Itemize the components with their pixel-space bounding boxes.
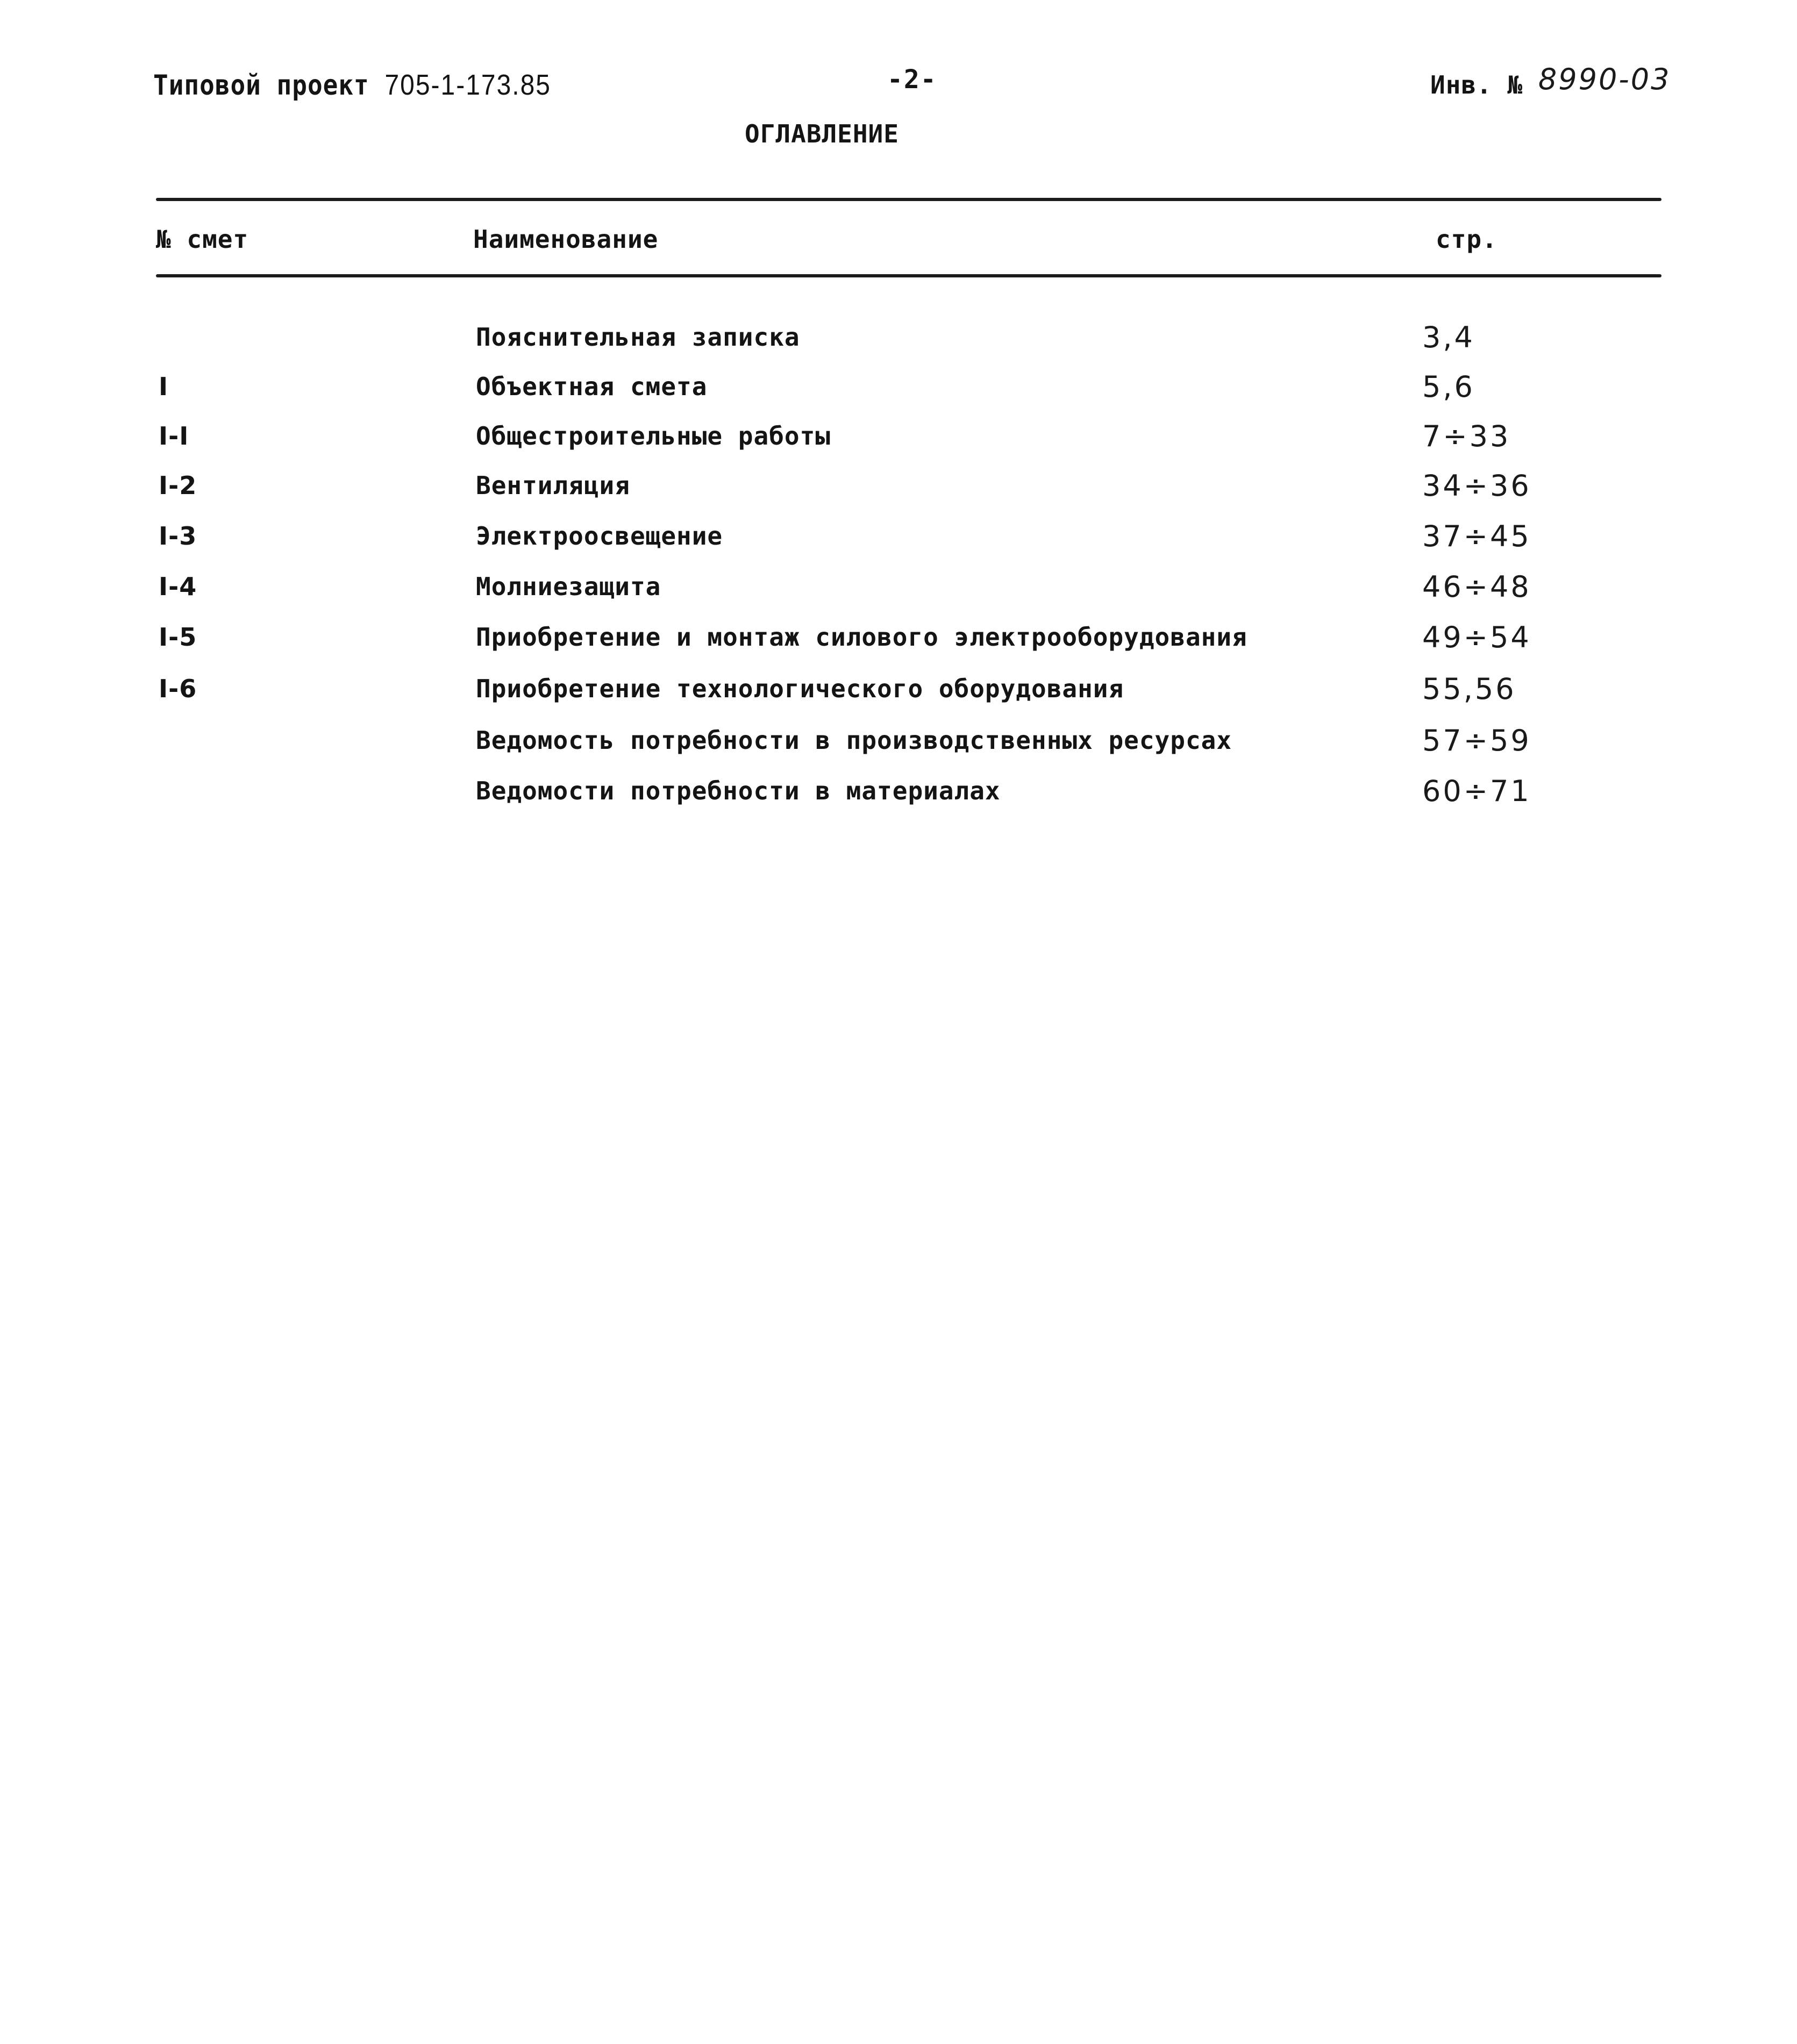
- table-row: [0, 674, 1797, 717]
- row-page: 60÷71: [1422, 774, 1531, 808]
- project-label: Типовой проект: [153, 69, 369, 102]
- row-page: 46÷48: [1422, 570, 1531, 604]
- row-page: 49÷54: [1422, 620, 1531, 654]
- row-name: Приобретение и монтаж силового электрооборудования: [476, 623, 1247, 652]
- column-header-page: стр.: [1436, 225, 1498, 254]
- table-header-rule: [156, 274, 1661, 277]
- table-row: [0, 776, 1797, 819]
- row-number: I-I: [159, 421, 189, 451]
- row-number: I-2: [159, 471, 197, 500]
- row-name: Ведомости потребности в материалах: [476, 776, 1001, 805]
- page-title: ОГЛАВЛЕНИЕ: [745, 119, 899, 148]
- page-number: -2-: [887, 65, 937, 95]
- table-row: [0, 521, 1797, 564]
- table-row: [0, 620, 1797, 666]
- column-header-name: Наименование: [473, 225, 659, 254]
- row-name: Пояснительная записка: [476, 323, 800, 352]
- row-name: Ведомость потребности в производственных ресурсах: [476, 726, 1232, 755]
- row-name: Общестроительные работы: [476, 421, 831, 451]
- row-name: Приобретение технологического оборудования: [476, 674, 1124, 703]
- table-row: [0, 421, 1797, 464]
- table-row: [0, 372, 1797, 415]
- row-page: 7÷33: [1422, 419, 1511, 453]
- table-row: [0, 320, 1797, 366]
- row-name: Электроосвещение: [476, 521, 723, 551]
- table-row: [0, 572, 1797, 615]
- row-number: I-5: [159, 623, 197, 652]
- row-page: 5,6: [1422, 370, 1475, 404]
- row-page: 3,4: [1422, 320, 1475, 354]
- row-number: I-6: [159, 674, 197, 703]
- row-name: Молниезащита: [476, 572, 661, 601]
- row-page: 37÷45: [1422, 519, 1531, 553]
- table-row: [0, 471, 1797, 514]
- row-number: I-3: [159, 521, 197, 551]
- table-top-rule: [156, 198, 1661, 201]
- row-name: Объектная смета: [476, 372, 708, 401]
- inventory-label: Инв. №: [1430, 70, 1523, 99]
- row-page: 55,56: [1422, 672, 1516, 706]
- inventory-number: 8990-03: [1538, 62, 1671, 96]
- table-row: [0, 726, 1797, 769]
- row-number: I: [159, 372, 169, 401]
- column-header-number: № смет: [156, 225, 249, 254]
- project-number: 705-1-173.85: [384, 69, 551, 102]
- row-page: 34÷36: [1422, 469, 1531, 503]
- row-page: 57÷59: [1422, 724, 1531, 757]
- row-number: I-4: [159, 572, 197, 601]
- row-name: Вентиляция: [476, 471, 630, 500]
- inventory-header: [1430, 62, 1671, 101]
- project-header: [153, 69, 551, 102]
